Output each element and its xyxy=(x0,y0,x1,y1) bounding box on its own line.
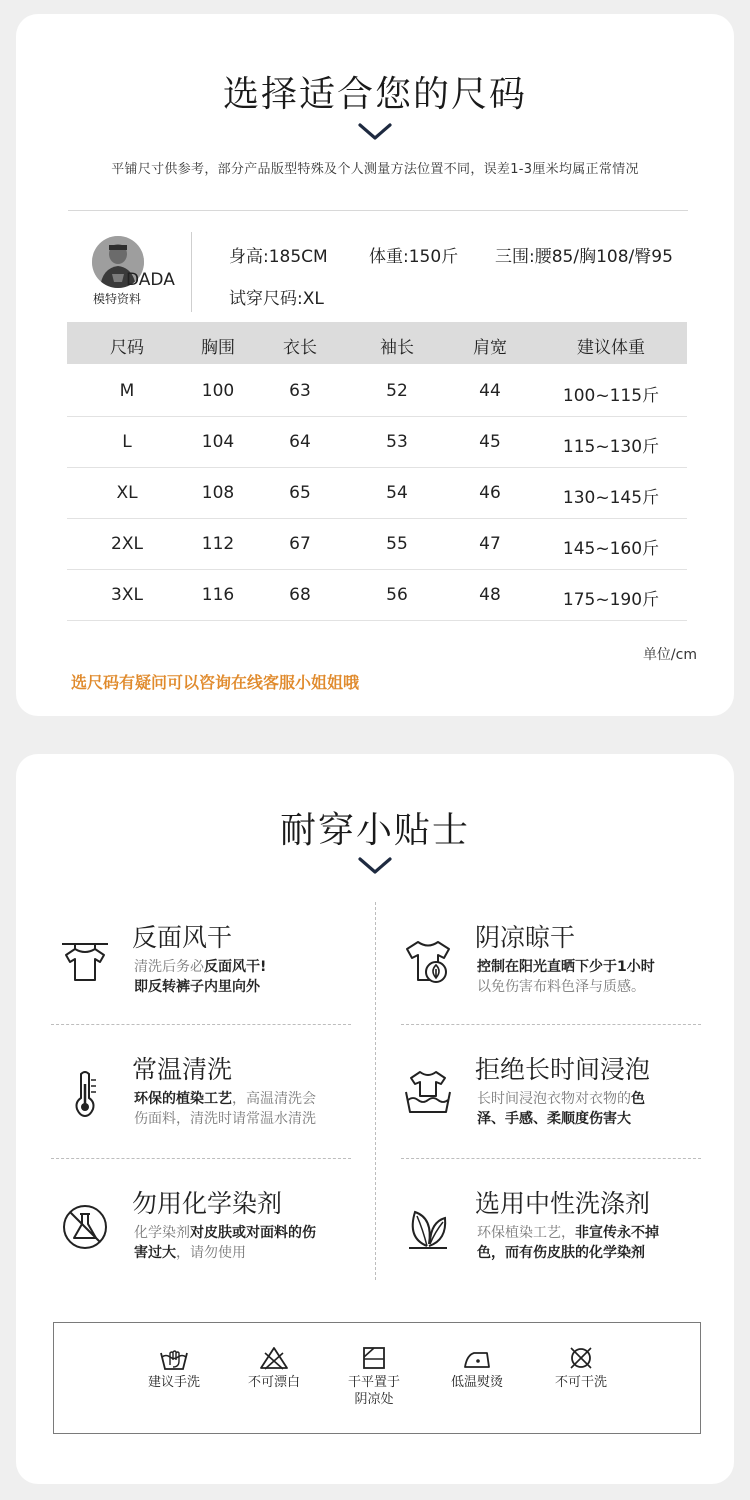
tip-line: 环保植染工艺，非宣传永不掉 xyxy=(477,1225,659,1241)
table-cell: 67 xyxy=(289,534,311,554)
tip-title: 勿用化学染剂 xyxy=(132,1189,283,1218)
table-row xyxy=(67,365,687,417)
table-cell: 145~160斤 xyxy=(562,539,660,559)
model-weight: 体重:150斤 xyxy=(369,247,459,267)
tip-line: 长时间浸泡衣物对衣物的色 xyxy=(477,1091,645,1107)
tip-normal-temp-wash xyxy=(60,1050,390,1160)
table-cell: L xyxy=(122,432,132,452)
tip-line: 色，而有伤皮肤的化学染剂 xyxy=(477,1245,645,1261)
unit-label: 单位/cm xyxy=(642,647,697,663)
tshirt-shade-icon xyxy=(403,936,453,986)
tip-title: 常温清洗 xyxy=(132,1055,233,1084)
table-cell: 45 xyxy=(479,432,501,452)
table-cell: 68 xyxy=(289,585,311,605)
tip-dry-inside-out xyxy=(60,918,390,1028)
table-cell: 2XL xyxy=(111,534,143,554)
hand-wash-icon xyxy=(159,1345,189,1371)
table-cell: 104 xyxy=(201,432,235,452)
tip-line: 伤面料，清洗时请常温水清洗 xyxy=(134,1111,316,1127)
header-length: 衣长 xyxy=(283,338,317,358)
tip-line: 以免伤害布料色泽与质感。 xyxy=(477,979,645,995)
table-cell: 47 xyxy=(479,534,501,554)
table-cell: XL xyxy=(116,483,138,503)
tip-neutral-detergent xyxy=(403,1184,733,1294)
tip-line: 泽、手感、柔顺度伤害大 xyxy=(477,1111,631,1127)
tip-dry-shade xyxy=(403,918,733,1028)
table-cell: 55 xyxy=(386,534,408,554)
consult-note: 选尺码有疑问可以咨询在线客服小姐姐哦 xyxy=(71,673,360,692)
care-tips-card xyxy=(16,754,734,1484)
model-height: 身高:185CM xyxy=(229,247,328,267)
care-dry-flat-shade xyxy=(324,1345,424,1408)
table-cell: 108 xyxy=(201,483,235,503)
tip-no-long-soak xyxy=(403,1050,733,1160)
no-dry-clean-icon xyxy=(566,1345,596,1371)
tip-line: 控制在阳光直晒下少于1小时 xyxy=(477,959,655,975)
leaf-icon xyxy=(403,1202,453,1252)
care-label: 不可漂白 xyxy=(247,1375,300,1390)
table-cell: 48 xyxy=(479,585,501,605)
table-cell: 46 xyxy=(479,483,501,503)
table-cell: 112 xyxy=(201,534,235,554)
table-cell: M xyxy=(119,381,135,401)
care-symbols-box xyxy=(53,1322,701,1434)
header-chest: 胸围 xyxy=(201,338,235,358)
size-note: 平铺尺寸供参考，部分产品版型特殊及个人测量方法位置不同，误差1-3厘米均属正常情况 xyxy=(111,162,639,177)
table-cell: 64 xyxy=(289,432,311,452)
model-name: DADA xyxy=(126,270,175,290)
table-row xyxy=(67,569,687,621)
table-cell: 54 xyxy=(386,483,408,503)
divider xyxy=(68,210,688,211)
care-no-dry-clean xyxy=(531,1345,631,1391)
tip-line: 即反转裤子内里向外 xyxy=(134,979,260,995)
tip-line: 害过大，请勿使用 xyxy=(134,1245,246,1261)
table-row xyxy=(67,518,687,570)
tip-title: 拒绝长时间浸泡 xyxy=(475,1055,651,1084)
tip-title: 反面风干 xyxy=(132,923,233,952)
table-cell: 52 xyxy=(386,381,408,401)
tip-title: 阴凉晾干 xyxy=(475,923,576,952)
care-label: 阴凉处 xyxy=(354,1392,394,1407)
model-measurements: 三围:腰85/胸108/臀95 xyxy=(495,247,673,267)
size-chart-card xyxy=(16,14,734,716)
table-cell: 175~190斤 xyxy=(562,590,660,610)
care-label: 不可干洗 xyxy=(554,1375,607,1390)
chevron-down-icon xyxy=(357,856,393,876)
table-cell: 115~130斤 xyxy=(562,437,660,457)
tip-title: 选用中性洗涤剂 xyxy=(475,1189,651,1218)
tip-line: 清洗后务必反面风干! xyxy=(134,959,267,975)
table-row xyxy=(67,416,687,468)
model-trial-size: 试穿尺码:XL xyxy=(229,289,324,309)
model-divider xyxy=(191,232,192,312)
header-shoulder: 肩宽 xyxy=(473,338,507,358)
table-cell: 130~145斤 xyxy=(562,488,660,508)
size-table-header xyxy=(67,322,687,364)
care-label: 低温熨烫 xyxy=(450,1375,503,1390)
tip-line: 环保的植染工艺，高温清洗会 xyxy=(134,1091,316,1107)
table-cell: 116 xyxy=(201,585,235,605)
header-size: 尺码 xyxy=(110,338,144,358)
model-caption: 模特资料 xyxy=(93,292,142,306)
low-iron-icon xyxy=(462,1345,492,1371)
tips-section-title: 耐穿小贴士 xyxy=(279,810,470,851)
care-no-bleach xyxy=(224,1345,324,1391)
no-chemicals-icon xyxy=(60,1202,110,1252)
chevron-down-icon xyxy=(357,122,393,142)
tip-line: 化学染剂对皮肤或对面料的伤 xyxy=(134,1225,316,1241)
table-cell: 44 xyxy=(479,381,501,401)
table-cell: 100~115斤 xyxy=(562,386,660,406)
table-row xyxy=(67,467,687,519)
table-cell: 63 xyxy=(289,381,311,401)
care-label: 干平置于 xyxy=(347,1375,400,1390)
care-hand-wash xyxy=(124,1345,224,1391)
table-cell: 56 xyxy=(386,585,408,605)
thermometer-icon xyxy=(60,1068,110,1118)
header-sleeve: 袖长 xyxy=(380,338,414,358)
table-cell: 3XL xyxy=(111,585,143,605)
no-bleach-icon xyxy=(259,1345,289,1371)
care-label: 建议手洗 xyxy=(147,1375,200,1390)
dry-flat-shade-icon xyxy=(359,1345,389,1371)
soaking-basin-icon xyxy=(403,1068,453,1118)
care-low-iron xyxy=(427,1345,527,1391)
size-section-title: 选择适合您的尺码 xyxy=(222,74,527,115)
table-cell: 65 xyxy=(289,483,311,503)
tip-no-chemical-dye xyxy=(60,1184,390,1294)
header-weight: 建议体重 xyxy=(577,338,645,358)
hanging-tshirt-icon xyxy=(60,936,110,986)
table-cell: 53 xyxy=(386,432,408,452)
table-cell: 100 xyxy=(201,381,235,401)
